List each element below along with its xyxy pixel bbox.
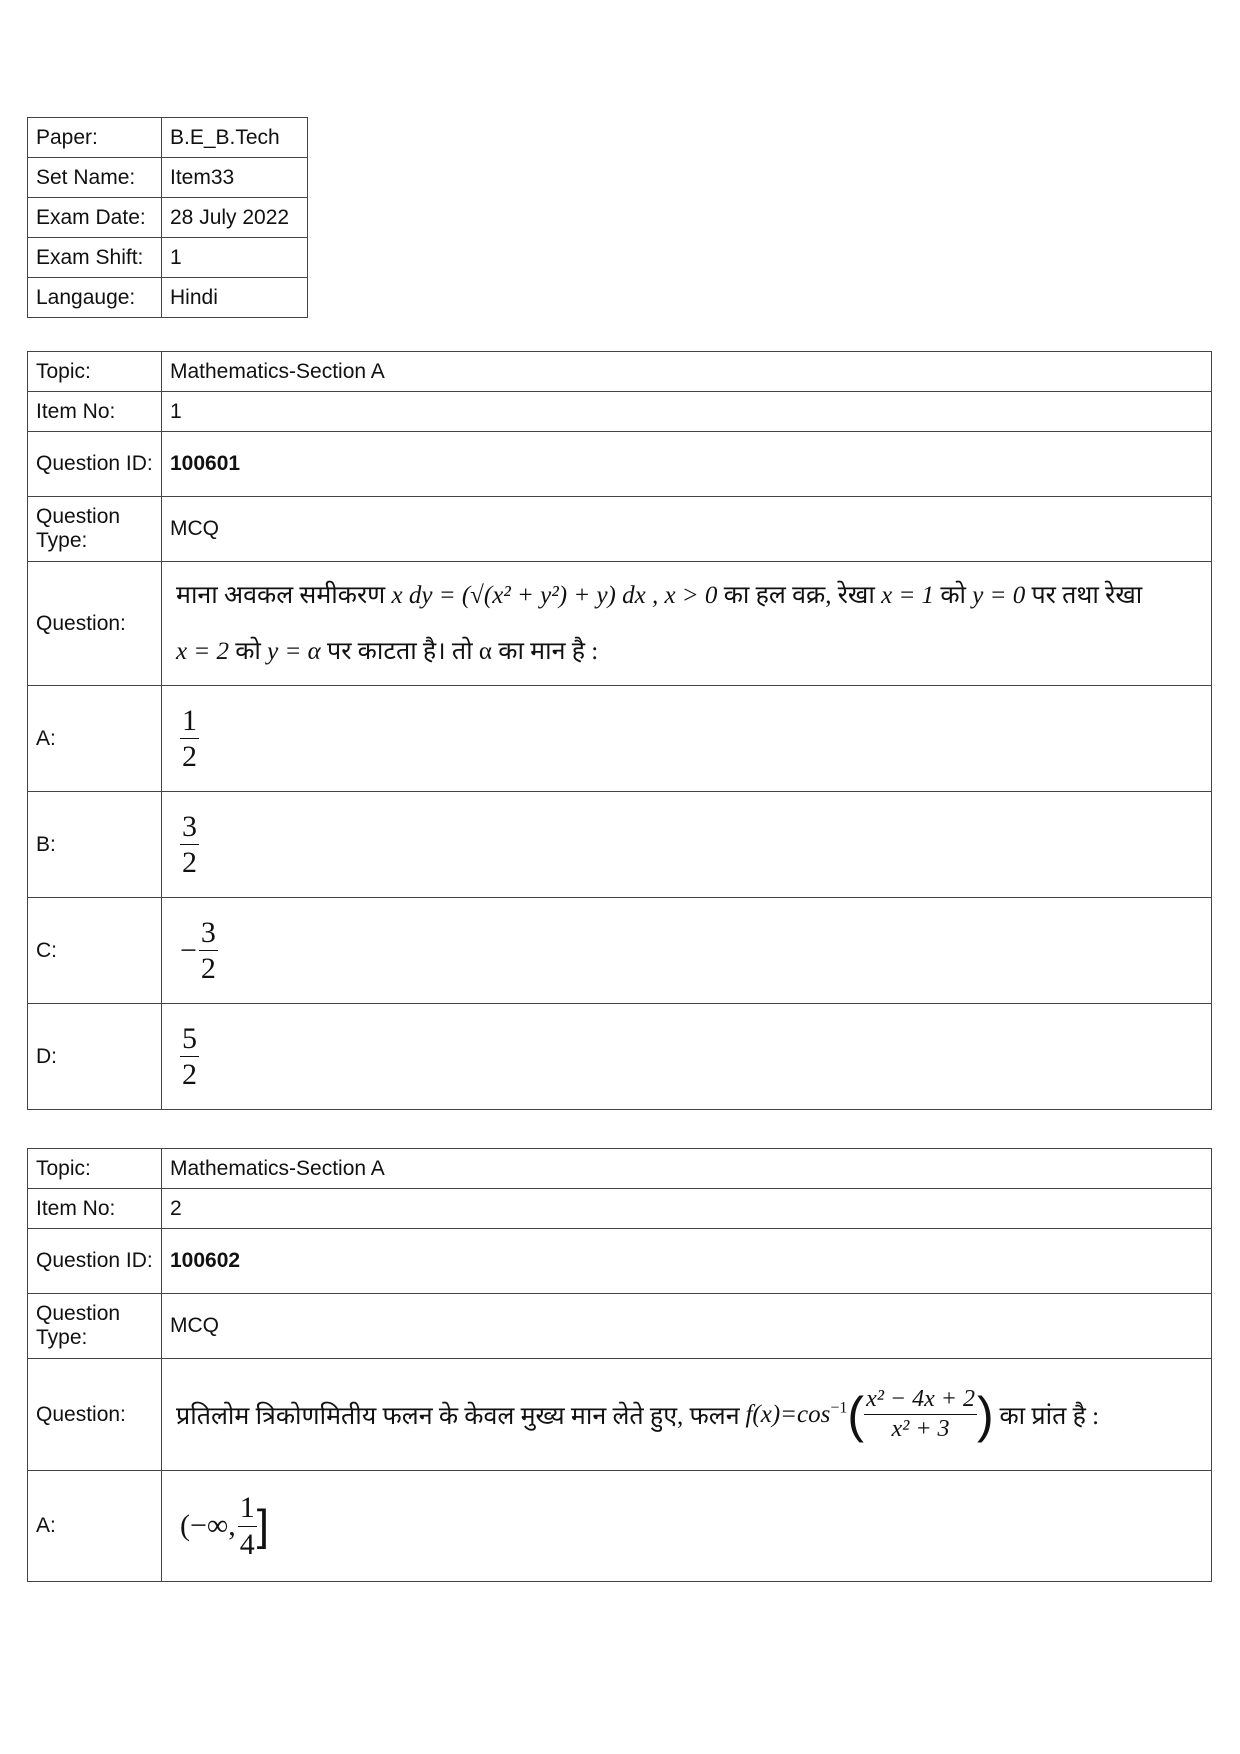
numerator: 3 <box>180 811 199 846</box>
question-text <box>162 562 1212 686</box>
numerator: 5 <box>180 1023 199 1058</box>
question-text-part: प्रतिलोम त्रिकोणमितीय फलन के केवल मुख्य मान लेते हुए, फलन <box>176 1402 740 1430</box>
language-label: Langauge: <box>28 278 162 318</box>
question-equation: x = 1 <box>881 581 935 609</box>
exam-date-value: 28 July 2022 <box>162 198 308 238</box>
question-text-part: को <box>940 581 966 609</box>
option-a-label: A: <box>28 1471 162 1582</box>
denominator: x² + 3 <box>891 1416 950 1442</box>
option-a <box>162 686 1212 792</box>
option-d-label: D: <box>28 1004 162 1110</box>
option-d <box>162 1004 1212 1110</box>
minus-sign: − <box>180 933 197 967</box>
question-id-value: 100601 <box>162 432 1212 497</box>
function-expression: f(x)=cos <box>745 1401 831 1429</box>
paper-label: Paper: <box>28 118 162 158</box>
option-a <box>162 1471 1212 1582</box>
question-equation: x = 2 <box>176 637 229 665</box>
question-id-label: Question ID: <box>28 432 162 497</box>
option-c <box>162 898 1212 1004</box>
exam-meta-table <box>27 117 308 318</box>
item-no-label: Item No: <box>28 1189 162 1229</box>
topic-label: Topic: <box>28 1149 162 1189</box>
denominator: 2 <box>182 846 197 879</box>
interval-right: ] <box>256 1501 270 1550</box>
exam-date-label: Exam Date: <box>28 198 162 238</box>
denominator: 2 <box>182 1058 197 1091</box>
option-b-fraction <box>180 811 199 879</box>
question-id-value: 100602 <box>162 1229 1212 1294</box>
denominator: 2 <box>200 952 216 985</box>
option-d-fraction <box>180 1023 199 1091</box>
question-text-part: पर काटता है। तो α का मान है : <box>327 637 599 665</box>
inverse-exponent: −1 <box>830 1399 848 1417</box>
question-equation: x dy = (√(x² + y²) + y) dx , x > 0 <box>391 581 718 609</box>
topic-value: Mathematics-Section A <box>162 1149 1212 1189</box>
question-type-value: MCQ <box>162 497 1212 562</box>
paper-value: B.E_B.Tech <box>162 118 308 158</box>
question-equation: y = 0 <box>972 581 1026 609</box>
option-b-label: B: <box>28 792 162 898</box>
question-id-label: Question ID: <box>28 1229 162 1294</box>
option-a-fraction <box>238 1492 257 1560</box>
option-a-label: A: <box>28 686 162 792</box>
left-paren: ( <box>847 1386 865 1443</box>
question-type-label: Question Type: <box>28 1294 162 1359</box>
exam-shift-label: Exam Shift: <box>28 238 162 278</box>
exam-shift-value: 1 <box>162 238 308 278</box>
option-a-fraction <box>180 705 199 773</box>
question-text <box>162 1359 1212 1471</box>
numerator: 1 <box>180 705 199 740</box>
item-no-value: 1 <box>162 392 1212 432</box>
topic-label: Topic: <box>28 352 162 392</box>
option-c-label: C: <box>28 898 162 1004</box>
option-c-fraction <box>199 917 218 985</box>
question-type-label: Question Type: <box>28 497 162 562</box>
question-1-table <box>27 351 1212 1110</box>
set-name-label: Set Name: <box>28 158 162 198</box>
question-label: Question: <box>28 562 162 686</box>
question-text-part: माना अवकल समीकरण <box>176 581 386 609</box>
question-2-table <box>27 1148 1212 1582</box>
denominator: 4 <box>239 1527 255 1561</box>
numerator: 1 <box>238 1492 257 1527</box>
item-no-label: Item No: <box>28 392 162 432</box>
numerator: x² − 4x + 2 <box>864 1387 977 1415</box>
option-b <box>162 792 1212 898</box>
denominator: 2 <box>182 740 197 773</box>
numerator: 3 <box>199 917 218 952</box>
interval-left: (−∞, <box>180 1509 236 1542</box>
topic-value: Mathematics-Section A <box>162 352 1212 392</box>
question-text-part: को <box>235 637 261 665</box>
question-label: Question: <box>28 1359 162 1471</box>
function-fraction <box>864 1387 977 1442</box>
question-text-part: का प्रांत है : <box>999 1402 1100 1430</box>
question-equation: y = α <box>267 637 321 665</box>
language-value: Hindi <box>162 278 308 318</box>
question-type-value: MCQ <box>162 1294 1212 1359</box>
question-text-part: पर तथा रेखा <box>1031 581 1143 609</box>
right-paren: ) <box>976 1386 994 1443</box>
set-name-value: Item33 <box>162 158 308 198</box>
question-text-part: का हल वक्र, रेखा <box>723 581 875 609</box>
item-no-value: 2 <box>162 1189 1212 1229</box>
